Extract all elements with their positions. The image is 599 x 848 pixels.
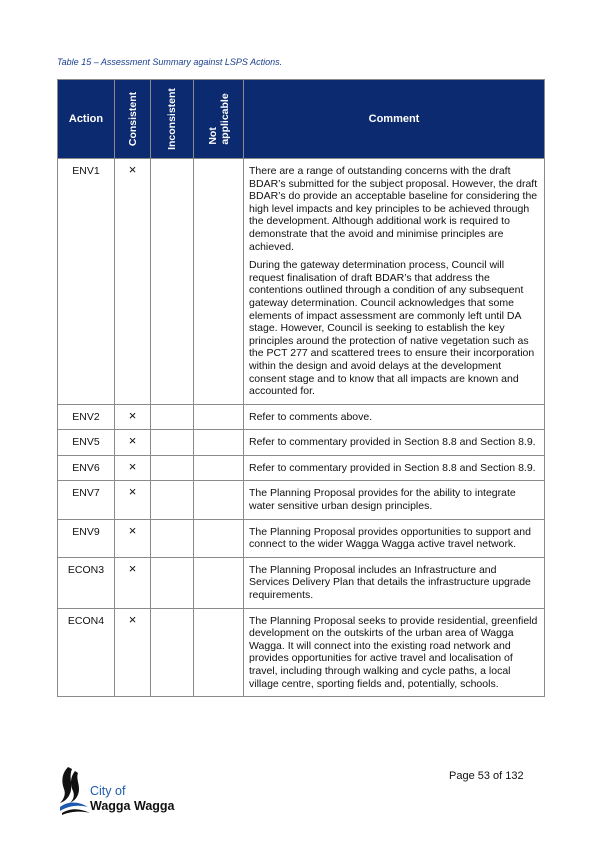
inconsistent-cell [151, 557, 194, 608]
not-applicable-cell [194, 557, 244, 608]
comment-paragraph: The Planning Proposal includes an Infrastructure and Services Delivery Plan that details the infrastructure upgrade requirements. [249, 563, 531, 602]
consistent-mark: × [115, 481, 151, 519]
comment-paragraph: Refer to commentary provided in Section 8.8 and Section 8.9. [249, 461, 536, 474]
consistent-mark: × [115, 159, 151, 405]
not-applicable-cell [194, 159, 244, 405]
action-cell: ENV1 [58, 159, 115, 405]
action-cell: ENV2 [58, 404, 115, 430]
inconsistent-cell [151, 455, 194, 481]
comment-paragraph: Refer to comments above. [249, 410, 373, 423]
inconsistent-cell [151, 430, 194, 456]
comment-cell [244, 557, 545, 608]
consistent-mark: × [115, 430, 151, 456]
action-cell: ECON3 [58, 557, 115, 608]
table-row [58, 608, 545, 697]
comment-paragraph: During the gateway determination process, Council will request finalisation of draft BDAR’s that address the contentions outlined through a condition of any subsequent gateway determination. Council acknowledges that some elements of impact assessment are commonly left until DA stage. However, Council is seeking to establish the key principles around the protection of native vegetation such as the PCT 277 and scattered trees to ensure their incorporation within the design and avoid delays at the development consent stage and to know that all impacts are known and accounted for. [249, 259, 535, 398]
not-applicable-cell [194, 608, 244, 697]
comment-paragraph: The Planning Proposal provides for the ability to integrate water sensitive urban design principles. [249, 487, 516, 513]
comment-cell [244, 430, 545, 456]
consistent-mark: × [115, 519, 151, 557]
inconsistent-cell [151, 481, 194, 519]
comment-paragraph: There are a range of outstanding concerns with the draft BDAR’s submitted for the subject proposal. However, the draft BDAR’s do provide an acceptable baseline for considering the high level impacts and key principles to be achieved through the development. Although additional work is required to demonstrate that the avoid and minimise principles are achieved. [249, 165, 538, 253]
comment-cell [244, 455, 545, 481]
comment-cell [244, 608, 545, 697]
not-applicable-cell [194, 455, 244, 481]
header-not-applicable: Not applicable [194, 80, 244, 159]
header-inconsistent: Inconsistent [151, 80, 194, 159]
action-cell: ENV6 [58, 455, 115, 481]
logo-city-text: City of [90, 784, 126, 798]
comment-cell [244, 159, 545, 405]
not-applicable-cell [194, 481, 244, 519]
comment-paragraph: The Planning Proposal seeks to provide residential, greenfield development on the outskirts of the urban area of Wagga Wagga. It will connect into the existing road network and provides opportunities for active travel and localisation of travel, including through walking and cycle paths, a local village centre, sporting fields and, potentially, schools. [249, 614, 538, 690]
table-header-row [58, 80, 545, 159]
action-cell: ENV9 [58, 519, 115, 557]
consistent-mark: × [115, 455, 151, 481]
comment-cell [244, 404, 545, 430]
header-comment: Comment [244, 80, 545, 159]
header-action: Action [58, 80, 115, 159]
logo-name-text: Wagga Wagga [90, 799, 175, 813]
table-row [58, 404, 545, 430]
comment-cell [244, 519, 545, 557]
comment-cell [244, 481, 545, 519]
inconsistent-cell [151, 519, 194, 557]
table-caption: Table 15 – Assessment Summary against LSPS Actions. [57, 57, 283, 67]
action-cell: ENV7 [58, 481, 115, 519]
header-consistent: Consistent [115, 80, 151, 159]
action-cell: ECON4 [58, 608, 115, 697]
not-applicable-cell [194, 404, 244, 430]
comment-paragraph: The Planning Proposal provides opportunities to support and connect to the wider Wagga Wagga active travel network. [249, 525, 531, 551]
consistent-mark: × [115, 557, 151, 608]
assessment-table [57, 79, 545, 697]
table-row [58, 519, 545, 557]
action-cell: ENV5 [58, 430, 115, 456]
consistent-mark: × [115, 608, 151, 697]
inconsistent-cell [151, 404, 194, 430]
consistent-mark: × [115, 404, 151, 430]
not-applicable-cell [194, 430, 244, 456]
table-row [58, 430, 545, 456]
page-number: Page 53 of 132 [449, 770, 524, 782]
not-applicable-cell [194, 519, 244, 557]
table-row [58, 481, 545, 519]
inconsistent-cell [151, 159, 194, 405]
table-row [58, 455, 545, 481]
inconsistent-cell [151, 608, 194, 697]
table-row [58, 159, 545, 405]
table-row [58, 557, 545, 608]
comment-paragraph: Refer to commentary provided in Section 8.8 and Section 8.9. [249, 436, 536, 449]
